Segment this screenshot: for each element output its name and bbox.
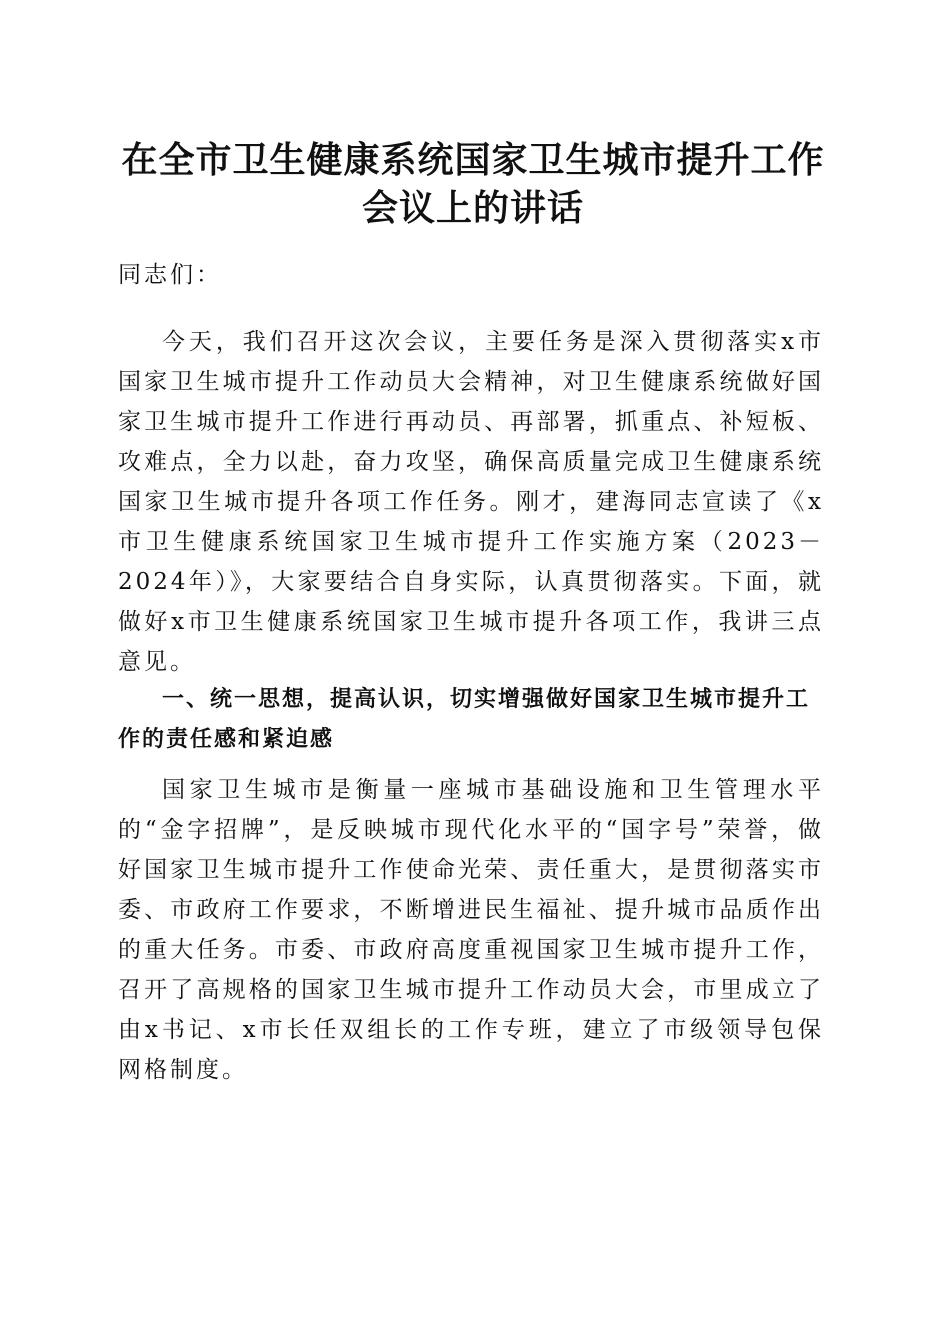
document-title: 在全市卫生健康系统国家卫生城市提升工作会议上的讲话 — [121, 139, 825, 229]
paragraph-section-1: 国家卫生城市是衡量一座城市基础设施和卫生管理水平的“金字招牌”，是反映城市现代化水平的“国字号”荣誉，做好国家卫生城市提升工作使命光荣、责任重大，是贯彻落实市委、市政府工作要求，不断增进民生福祉、提升城市品质作出的重大任务。市委、市政府高度重视国家卫生城市提升工作，召开了高规格的国家卫生城市提升工作动员大会，市里成立了由x书记、x市长任双组长的工作专班，建立了市级领导包保网格制度。 — [118, 777, 824, 1083]
section-heading-1: 一、统一思想，提高认识，切实增强做好国家卫生城市提升工作的责任感和紧迫感 — [118, 687, 811, 752]
paragraph-intro: 今天，我们召开这次会议，主要任务是深入贯彻落实x市国家卫生城市提升工作动员大会精神，对卫生健康系统做好国家卫生城市提升工作进行再动员、再部署，抓重点、补短板、攻难点，全力以赴，奋力攻坚，确保高质量完成卫生健康系统国家卫生城市提升各项工作任务。刚才，建海同志宣读了《x市卫生健康系统国家卫生城市提升工作实施方案（2023－2024年）》，大家要结合自身实际，认真贯彻落实。下面，就做好x市卫生健康系统国家卫生城市提升各项工作，我讲三点意见。 — [118, 329, 824, 675]
greeting: 同志们： — [118, 262, 222, 288]
